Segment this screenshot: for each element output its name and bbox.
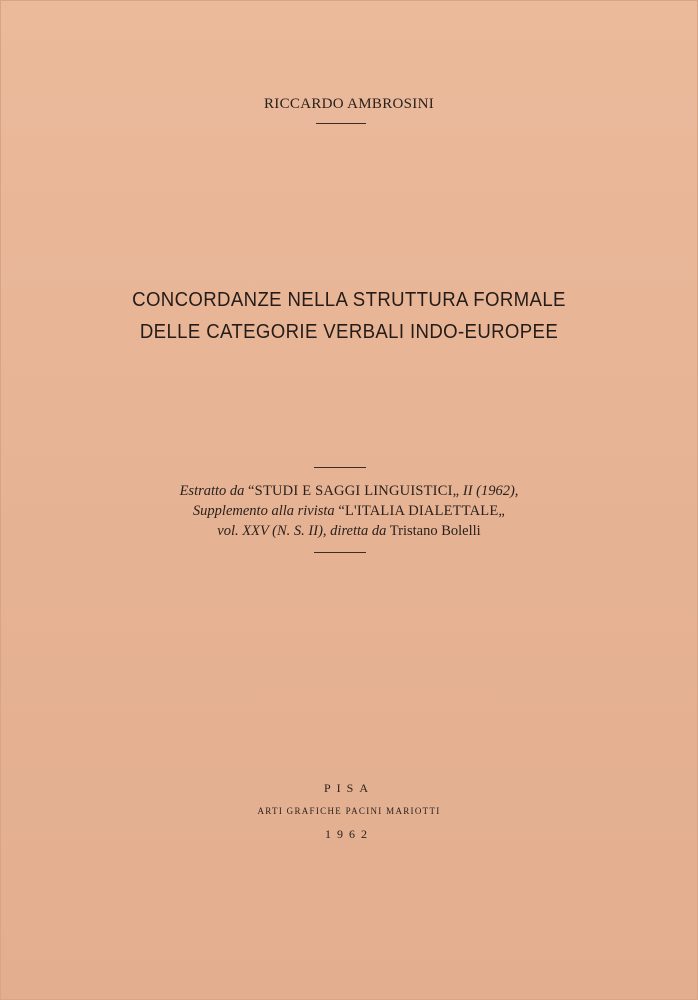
editor-name: Tristano Bolelli — [389, 523, 481, 539]
imprint-year: 1962 — [325, 827, 373, 841]
journal-name: “STUDI E SAGGI LINGUISTICI„ — [248, 483, 460, 499]
extract-line-1 — [0, 481, 698, 501]
title-line-1: CONCORDANZE NELLA STRUTTURA FORMALE — [132, 289, 566, 311]
extract-line-2 — [0, 501, 698, 521]
review-name: “L'ITALIA DIALETTALE„ — [338, 503, 506, 519]
divider-bottom — [314, 552, 366, 553]
supplement-prefix: Supplemento alla rivista — [192, 503, 335, 519]
extract-line-3 — [0, 521, 698, 541]
extract-prefix: Estratto da — [179, 483, 245, 499]
review-volume: vol. XXV (N. S. II), diretta da — [217, 523, 387, 539]
imprint-city: PISA — [323, 781, 374, 795]
author-underline — [316, 123, 366, 124]
journal-volume: II (1962), — [462, 483, 519, 499]
author-name: RICCARDO AMBROSINI — [263, 96, 434, 112]
imprint-printer: ARTI GRAFICHE PACINI MARIOTTI — [257, 806, 441, 816]
title-line-2: DELLE CATEGORIE VERBALI INDO-EUROPEE — [139, 321, 559, 343]
divider-top — [314, 467, 366, 468]
